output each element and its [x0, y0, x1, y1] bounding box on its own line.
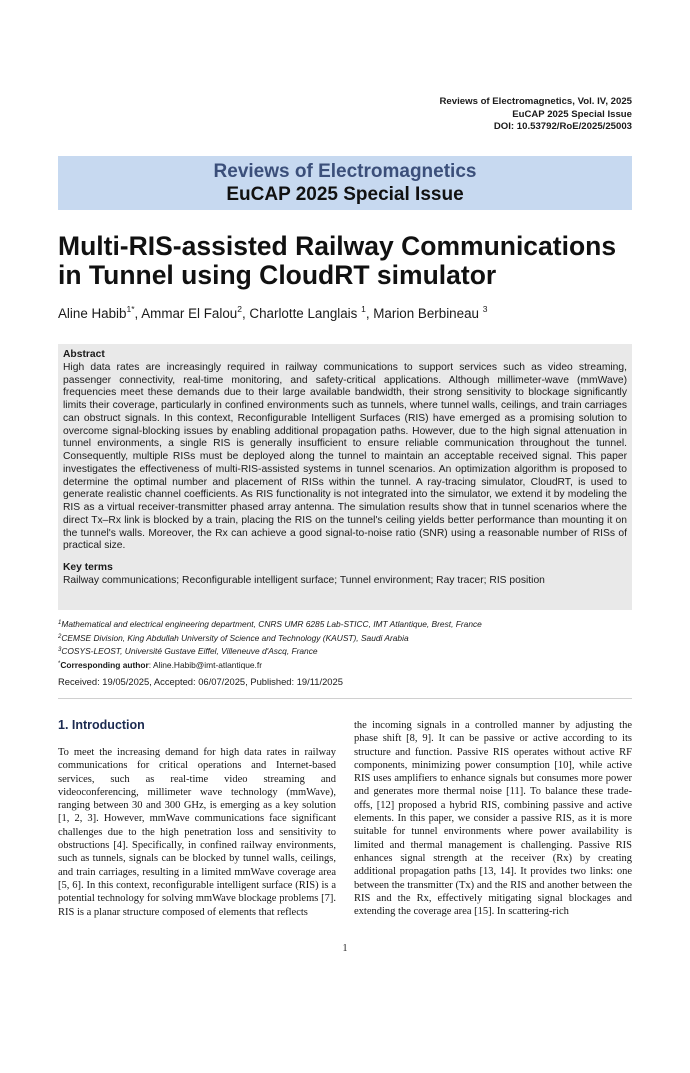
title-line-1: Multi-RIS-assisted Railway Communications [58, 231, 617, 261]
abstract-text: High data rates are increasingly required in railway communications to support services such as video streaming, passenger connectivity, real-time monitoring, and safety-critical applications. Although millimeter-wave (mmWave) frequencies meet these demands due to their large available bandwidth, their strong sensitivity to blockage significantly limits their coverage, particularly in confined environments such as tunnels, where tunnel walls, ceilings, and train carriages can obstruct signals. In this context, Reconfigurable Intelligent Surfaces (RIS) have emerged as a promising solution to overcome signal-blocking issues by enabling additional propagation paths. However, due to the high signal attenuation in tunnel environments, a single RIS is generally insufficient to ensure reliable communication throughout the tunnel. Consequently, multiple RISs must be deployed along the tunnel to maintain an acceptable received signal. This paper investigates the effectiveness of multi-RIS-assisted systems in tunnel scenarios. An optimization algorithm is proposed to determine the optimal number and placement of RISs within the tunnel. A ray-tracing simulator, CloudRT, is used to generate realistic channel coefficients. As RIS functionality is not integrated into the simulator, we extend it by modeling the RIS as a virtual receiver-transmitter phased array antenna. The simulation results show that in tunnel scenarios where the direct Tx–Rx link is blocked by a train, placing the RIS on the tunnel's ceiling yields better performance than mounting it on the tunnel's walls. Moreover, the Rx can achieve a good signal-to-noise ratio (SNR) using a reasonable number of RISs of practical size. [63, 361, 627, 552]
banner-issue-name: EuCAP 2025 Special Issue [226, 184, 464, 205]
author-affiliation-mark: 3 [482, 304, 488, 314]
affiliation-line: $^2$CEMSE Division, King Abdullah University of Science and Technology (KAUST), Saudi Arabia [58, 632, 409, 643]
key-terms-heading: Key terms [63, 562, 113, 573]
paper-title [58, 232, 648, 290]
banner-journal-name: Reviews of Electromagnetics [213, 161, 477, 182]
title-line-2: in Tunnel using CloudRT simulator [58, 260, 497, 290]
issue-line: EuCAP 2025 Special Issue [512, 108, 632, 120]
journal-line: Reviews of Electromagnetics, Vol. IV, 2025 [439, 96, 632, 107]
abstract-box [58, 344, 632, 610]
abstract-heading: Abstract [63, 349, 105, 360]
author-name: Charlotte Langlais [249, 306, 362, 321]
journal-banner [58, 156, 632, 210]
author-name: Marion Berbineau [373, 306, 483, 321]
doi-line: DOI: 10.53792/RoE/2025/25003 [493, 121, 632, 132]
affiliations [58, 617, 482, 671]
corresponding-author: *Corresponding author: Aline.Habib@imt-atlantique.fr [58, 659, 262, 670]
paragraph: To meet the increasing demand for high data rates in railway communications for critical operations and Internet-based services, such as real-time video streaming and videoconferencing, millimeter wave technology (mmWave), ranging between 30 and 300 GHz, is emerging as a key solution [1, 2, 3]. However, mmWave communications face significant challenges due to the high penetration loss and sensitivity to obstructions [4]. Specifically, in confined railway environments, such as tunnels, signals can be blocked by tunnel walls, ceilings, and train carriages, resulting in a limited mmWave coverage area [5, 6]. In this context, reconfigurable intelligent surface (RIS) is a potential technology for solving mmWave blockage problems [7]. RIS is a planar structure composed of elements that reflects [58, 747, 336, 918]
body-column-right [354, 719, 632, 918]
divider [58, 698, 632, 699]
page-number: 1 [342, 943, 348, 954]
author-affiliation-mark: 1* [126, 304, 135, 314]
affiliation-line: $^3$COSYS-LEOST, Université Gustave Eiffel, Villeneuve d'Ascq, France [58, 646, 318, 656]
author-affiliation-mark: 1 [361, 304, 366, 314]
author-name: Aline Habib [58, 306, 127, 321]
section-heading-introduction: 1. Introduction [58, 718, 145, 732]
author-name: Ammar El Falou [141, 306, 238, 321]
key-terms-text: Railway communications; Reconfigurable intelligent surface; Tunnel environment; Ray tracer; RIS position [63, 574, 545, 586]
paragraph: the incoming signals in a controlled manner by adjusting the phase shift [8, 9]. It can be passive or active according to its structure and function. Passive RIS operates without active RF components, minimizing power consumption [10], while active RIS uses amplifiers to enhance signals but consumes more power and generates more thermal noise [11]. To balance these trade-offs, [12] proposed a hybrid RIS, combining passive and active elements. In this paper, we consider a passive RIS, as it is more suitable for tunnel environments where power availability is limited and thermal management is challenging. Passive RIS enhances signal strength at the receiver (Rx) by creating additional propagation paths [13, 14]. It provides two links: one between the transmitter (Tx) and the RIS and another between the RIS and the Rx, effectively mitigating signal blockages and extending the coverage area [15]. In scattering-rich [354, 720, 632, 918]
author-list: Aline Habib$^{1*}$, Ammar El Falou$^2$, Charlotte Langlais $^1$, Marion Berbineau $^3$ [58, 304, 488, 321]
journal-header [440, 96, 633, 134]
body-column-left [58, 746, 336, 919]
affiliation-line: $^1$Mathematical and electrical engineering department, CNRS UMR 6285 Lab-STICC, IMT Atlantique, Brest, France [58, 619, 482, 629]
author-affiliation-mark: 2 [237, 304, 242, 314]
publication-dates: Received: 19/05/2025, Accepted: 06/07/2025, Published: 19/11/2025 [58, 676, 343, 687]
